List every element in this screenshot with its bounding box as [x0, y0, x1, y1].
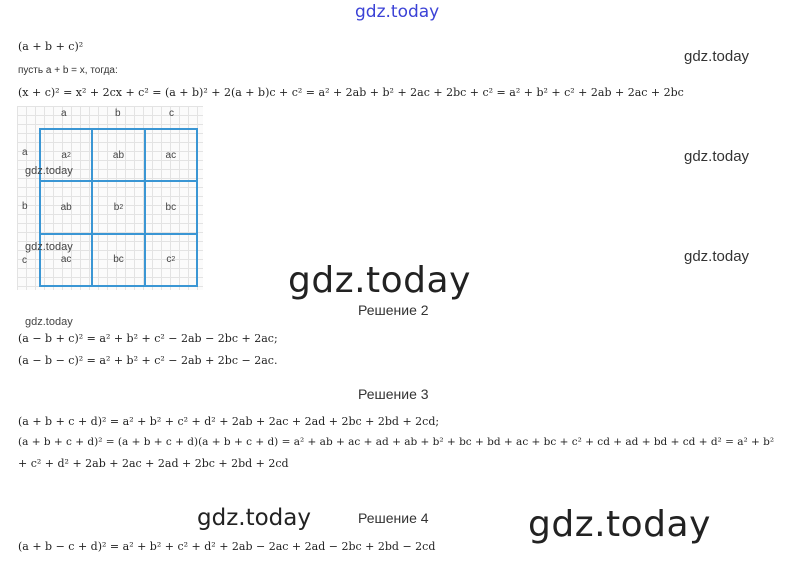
cell-a-squared: a 2 — [40, 129, 92, 181]
solution3-line2: (a + b + c + d)² = (a + b + c + d)(a + b + c + d) = a² + ab + ac + ad + ab + b² + bc + bd + ac + bc + c² + cd + ad + bd + cd + d² = a² + b² — [18, 436, 775, 448]
cell-ac-left: ac — [40, 234, 92, 286]
watermark-figure-1: gdz.today — [25, 165, 73, 177]
solution2-line1: (a − b + c)² = a² + b² + c² − 2ab − 2bc + 2ac; — [18, 332, 278, 345]
solution3-heading: Решение 3 — [358, 386, 429, 402]
watermark-big-center: gdz.today — [288, 260, 471, 301]
col-label-b: b — [115, 108, 121, 119]
watermark-top: gdz.today — [355, 2, 440, 22]
solution2-heading: Решение 2 — [358, 302, 429, 318]
col-label-a: a — [61, 108, 67, 119]
watermark-right-1: gdz.today — [684, 48, 750, 65]
watermark-right-3: gdz.today — [684, 248, 750, 265]
cell-bc-bottom: bc — [92, 234, 144, 286]
square-diagram — [17, 106, 203, 290]
solution2-line2: (a − b − c)² = a² + b² + c² − 2ab + 2bc − 2ac. — [18, 354, 278, 367]
cell-ab-top: ab — [92, 129, 144, 181]
solution4-heading: Решение 4 — [358, 510, 429, 526]
cell-ab-left: ab — [40, 181, 92, 233]
col-label-c: c — [169, 108, 174, 119]
row-label-a: a — [22, 147, 28, 158]
solution3-line1: (a + b + c + d)² = a² + b² + c² + d² + 2ab + 2ac + 2ad + 2bc + 2bd + 2cd; — [18, 415, 440, 428]
watermark-right-2: gdz.today — [684, 148, 750, 165]
cell-bc-right: bc — [145, 181, 197, 233]
cell-b-squared: b 2 — [92, 181, 144, 233]
row-label-b: b — [22, 201, 28, 212]
cell-c-squared: c 2 — [145, 234, 197, 286]
solution1-expression: (a + b + c)² — [18, 40, 84, 53]
cell-ac-top: ac — [145, 129, 197, 181]
solution1-expansion: (x + c)² = x² + 2cx + c² = (a + b)² + 2(a + b)c + c² = a² + 2ab + b² + 2ac + 2bc + c² = a² + b² + c² + 2ab + 2ac + 2bc — [18, 86, 684, 99]
solution1-let-text: пусть a + b = x, тогда: — [18, 65, 118, 76]
watermark-figure-2: gdz.today — [25, 241, 73, 253]
watermark-bottom-left: gdz.today — [197, 505, 311, 531]
area-grid — [39, 128, 198, 287]
solution3-line3: + c² + d² + 2ab + 2ac + 2ad + 2bc + 2bd + 2cd — [18, 457, 289, 470]
watermark-bottom-right: gdz.today — [528, 504, 711, 545]
solution4-line1: (a + b − c + d)² = a² + b² + c² + d² + 2ab − 2ac + 2ad − 2bc + 2bd − 2cd — [18, 540, 436, 553]
row-label-c: c — [22, 255, 27, 266]
watermark-solution2: gdz.today — [25, 316, 73, 328]
